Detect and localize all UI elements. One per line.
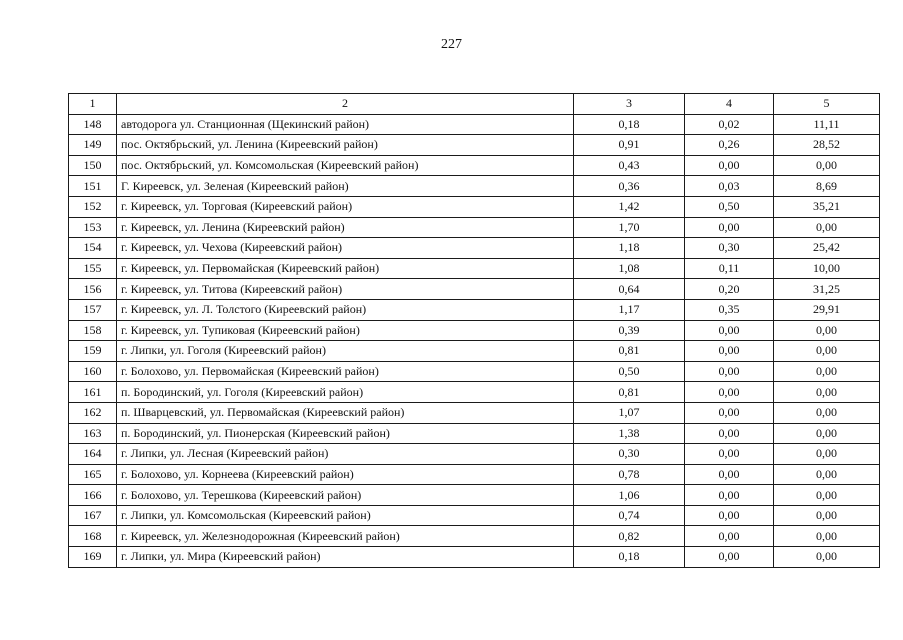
value-col5-cell: 0,00 bbox=[774, 485, 880, 506]
road-name-cell: г. Киреевск, ул. Титова (Киреевский район) bbox=[117, 279, 574, 300]
value-col4-cell: 0,03 bbox=[685, 176, 774, 197]
value-col3-cell: 0,74 bbox=[574, 505, 685, 526]
value-col5-cell: 10,00 bbox=[774, 258, 880, 279]
table-row bbox=[69, 505, 880, 526]
row-number-cell: 166 bbox=[69, 485, 117, 506]
value-col5-cell: 0,00 bbox=[774, 155, 880, 176]
row-number-cell: 169 bbox=[69, 547, 117, 568]
value-col3-cell: 1,17 bbox=[574, 299, 685, 320]
value-col3-cell: 0,50 bbox=[574, 361, 685, 382]
value-col5-cell: 28,52 bbox=[774, 135, 880, 156]
value-col3-cell: 0,39 bbox=[574, 320, 685, 341]
column-header-1: 1 bbox=[69, 94, 117, 115]
table-row bbox=[69, 217, 880, 238]
road-name-cell: Г. Киреевск, ул. Зеленая (Киреевский район) bbox=[117, 176, 574, 197]
value-col3-cell: 1,06 bbox=[574, 485, 685, 506]
value-col4-cell: 0,00 bbox=[685, 402, 774, 423]
road-name-cell: г. Липки, ул. Лесная (Киреевский район) bbox=[117, 444, 574, 465]
value-col4-cell: 0,35 bbox=[685, 299, 774, 320]
row-number-cell: 168 bbox=[69, 526, 117, 547]
value-col3-cell: 0,91 bbox=[574, 135, 685, 156]
value-col5-cell: 0,00 bbox=[774, 526, 880, 547]
value-col5-cell: 0,00 bbox=[774, 464, 880, 485]
column-header-4: 4 bbox=[685, 94, 774, 115]
table-row bbox=[69, 299, 880, 320]
value-col5-cell: 8,69 bbox=[774, 176, 880, 197]
value-col5-cell: 0,00 bbox=[774, 217, 880, 238]
road-name-cell: г. Липки, ул. Мира (Киреевский район) bbox=[117, 547, 574, 568]
road-name-cell: г. Киреевск, ул. Первомайская (Киреевский район) bbox=[117, 258, 574, 279]
road-name-cell: г. Болохово, ул. Корнеева (Киреевский район) bbox=[117, 464, 574, 485]
row-number-cell: 153 bbox=[69, 217, 117, 238]
table-row bbox=[69, 382, 880, 403]
table-row bbox=[69, 155, 880, 176]
value-col5-cell: 0,00 bbox=[774, 402, 880, 423]
data-table bbox=[68, 93, 880, 568]
table-row bbox=[69, 135, 880, 156]
row-number-cell: 157 bbox=[69, 299, 117, 320]
table-row bbox=[69, 196, 880, 217]
column-header-2: 2 bbox=[117, 94, 574, 115]
table-body bbox=[69, 114, 880, 567]
table-row bbox=[69, 361, 880, 382]
value-col3-cell: 1,42 bbox=[574, 196, 685, 217]
road-name-cell: г. Киреевск, ул. Торговая (Киреевский район) bbox=[117, 196, 574, 217]
value-col3-cell: 1,18 bbox=[574, 238, 685, 259]
road-name-cell: г. Болохово, ул. Терешкова (Киреевский район) bbox=[117, 485, 574, 506]
row-number-cell: 148 bbox=[69, 114, 117, 135]
page-number: 227 bbox=[441, 37, 462, 52]
value-col5-cell: 31,25 bbox=[774, 279, 880, 300]
value-col4-cell: 0,00 bbox=[685, 505, 774, 526]
value-col3-cell: 1,38 bbox=[574, 423, 685, 444]
row-number-cell: 161 bbox=[69, 382, 117, 403]
value-col3-cell: 1,08 bbox=[574, 258, 685, 279]
value-col4-cell: 0,00 bbox=[685, 526, 774, 547]
value-col3-cell: 0,30 bbox=[574, 444, 685, 465]
table-row bbox=[69, 444, 880, 465]
road-name-cell: п. Бородинский, ул. Пионерская (Киреевский район) bbox=[117, 423, 574, 444]
value-col3-cell: 0,82 bbox=[574, 526, 685, 547]
value-col4-cell: 0,00 bbox=[685, 361, 774, 382]
value-col5-cell: 0,00 bbox=[774, 423, 880, 444]
value-col5-cell: 0,00 bbox=[774, 547, 880, 568]
road-name-cell: г. Липки, ул. Гоголя (Киреевский район) bbox=[117, 341, 574, 362]
table-row bbox=[69, 320, 880, 341]
table-row bbox=[69, 464, 880, 485]
table-header bbox=[69, 94, 880, 115]
road-name-cell: п. Шварцевский, ул. Первомайская (Киреевский район) bbox=[117, 402, 574, 423]
value-col5-cell: 0,00 bbox=[774, 444, 880, 465]
value-col3-cell: 0,43 bbox=[574, 155, 685, 176]
value-col5-cell: 29,91 bbox=[774, 299, 880, 320]
value-col3-cell: 0,18 bbox=[574, 114, 685, 135]
table-row bbox=[69, 176, 880, 197]
row-number-cell: 152 bbox=[69, 196, 117, 217]
value-col4-cell: 0,00 bbox=[685, 320, 774, 341]
table-row bbox=[69, 526, 880, 547]
table-row bbox=[69, 423, 880, 444]
value-col5-cell: 0,00 bbox=[774, 341, 880, 362]
value-col5-cell: 0,00 bbox=[774, 505, 880, 526]
table-row bbox=[69, 238, 880, 259]
value-col4-cell: 0,00 bbox=[685, 423, 774, 444]
value-col3-cell: 0,78 bbox=[574, 464, 685, 485]
road-name-cell: пос. Октябрьский, ул. Ленина (Киреевский район) bbox=[117, 135, 574, 156]
value-col5-cell: 0,00 bbox=[774, 382, 880, 403]
value-col4-cell: 0,50 bbox=[685, 196, 774, 217]
table-row bbox=[69, 279, 880, 300]
road-name-cell: г. Болохово, ул. Первомайская (Киреевский район) bbox=[117, 361, 574, 382]
road-name-cell: п. Бородинский, ул. Гоголя (Киреевский район) bbox=[117, 382, 574, 403]
value-col3-cell: 0,36 bbox=[574, 176, 685, 197]
table-row bbox=[69, 341, 880, 362]
row-number-cell: 167 bbox=[69, 505, 117, 526]
road-name-cell: пос. Октябрьский, ул. Комсомольская (Киреевский район) bbox=[117, 155, 574, 176]
row-number-cell: 150 bbox=[69, 155, 117, 176]
value-col4-cell: 0,00 bbox=[685, 155, 774, 176]
value-col4-cell: 0,00 bbox=[685, 464, 774, 485]
row-number-cell: 162 bbox=[69, 402, 117, 423]
value-col4-cell: 0,00 bbox=[685, 341, 774, 362]
row-number-cell: 159 bbox=[69, 341, 117, 362]
road-name-cell: г. Киреевск, ул. Тупиковая (Киреевский район) bbox=[117, 320, 574, 341]
table-row bbox=[69, 258, 880, 279]
table-row bbox=[69, 114, 880, 135]
row-number-cell: 154 bbox=[69, 238, 117, 259]
value-col4-cell: 0,20 bbox=[685, 279, 774, 300]
table-row bbox=[69, 547, 880, 568]
value-col3-cell: 1,07 bbox=[574, 402, 685, 423]
road-name-cell: г. Киреевск, ул. Железнодорожная (Киреевский район) bbox=[117, 526, 574, 547]
row-number-cell: 164 bbox=[69, 444, 117, 465]
value-col3-cell: 0,81 bbox=[574, 341, 685, 362]
row-number-cell: 165 bbox=[69, 464, 117, 485]
value-col4-cell: 0,26 bbox=[685, 135, 774, 156]
row-number-cell: 151 bbox=[69, 176, 117, 197]
table-row bbox=[69, 402, 880, 423]
value-col5-cell: 11,11 bbox=[774, 114, 880, 135]
header-row bbox=[69, 94, 880, 115]
column-header-3: 3 bbox=[574, 94, 685, 115]
value-col3-cell: 0,18 bbox=[574, 547, 685, 568]
value-col3-cell: 0,81 bbox=[574, 382, 685, 403]
value-col4-cell: 0,02 bbox=[685, 114, 774, 135]
value-col4-cell: 0,00 bbox=[685, 217, 774, 238]
value-col5-cell: 0,00 bbox=[774, 361, 880, 382]
column-header-5: 5 bbox=[774, 94, 880, 115]
table-row bbox=[69, 485, 880, 506]
road-name-cell: г. Киреевск, ул. Ленина (Киреевский район) bbox=[117, 217, 574, 238]
value-col4-cell: 0,00 bbox=[685, 485, 774, 506]
value-col3-cell: 0,64 bbox=[574, 279, 685, 300]
road-name-cell: г. Липки, ул. Комсомольская (Киреевский район) bbox=[117, 505, 574, 526]
row-number-cell: 163 bbox=[69, 423, 117, 444]
row-number-cell: 149 bbox=[69, 135, 117, 156]
row-number-cell: 160 bbox=[69, 361, 117, 382]
value-col5-cell: 35,21 bbox=[774, 196, 880, 217]
row-number-cell: 158 bbox=[69, 320, 117, 341]
value-col4-cell: 0,11 bbox=[685, 258, 774, 279]
road-name-cell: автодорога ул. Станционная (Щекинский район) bbox=[117, 114, 574, 135]
row-number-cell: 156 bbox=[69, 279, 117, 300]
value-col4-cell: 0,00 bbox=[685, 547, 774, 568]
road-name-cell: г. Киреевск, ул. Л. Толстого (Киреевский район) bbox=[117, 299, 574, 320]
value-col5-cell: 0,00 bbox=[774, 320, 880, 341]
value-col5-cell: 25,42 bbox=[774, 238, 880, 259]
row-number-cell: 155 bbox=[69, 258, 117, 279]
value-col3-cell: 1,70 bbox=[574, 217, 685, 238]
road-name-cell: г. Киреевск, ул. Чехова (Киреевский район) bbox=[117, 238, 574, 259]
value-col4-cell: 0,30 bbox=[685, 238, 774, 259]
value-col4-cell: 0,00 bbox=[685, 382, 774, 403]
value-col4-cell: 0,00 bbox=[685, 444, 774, 465]
